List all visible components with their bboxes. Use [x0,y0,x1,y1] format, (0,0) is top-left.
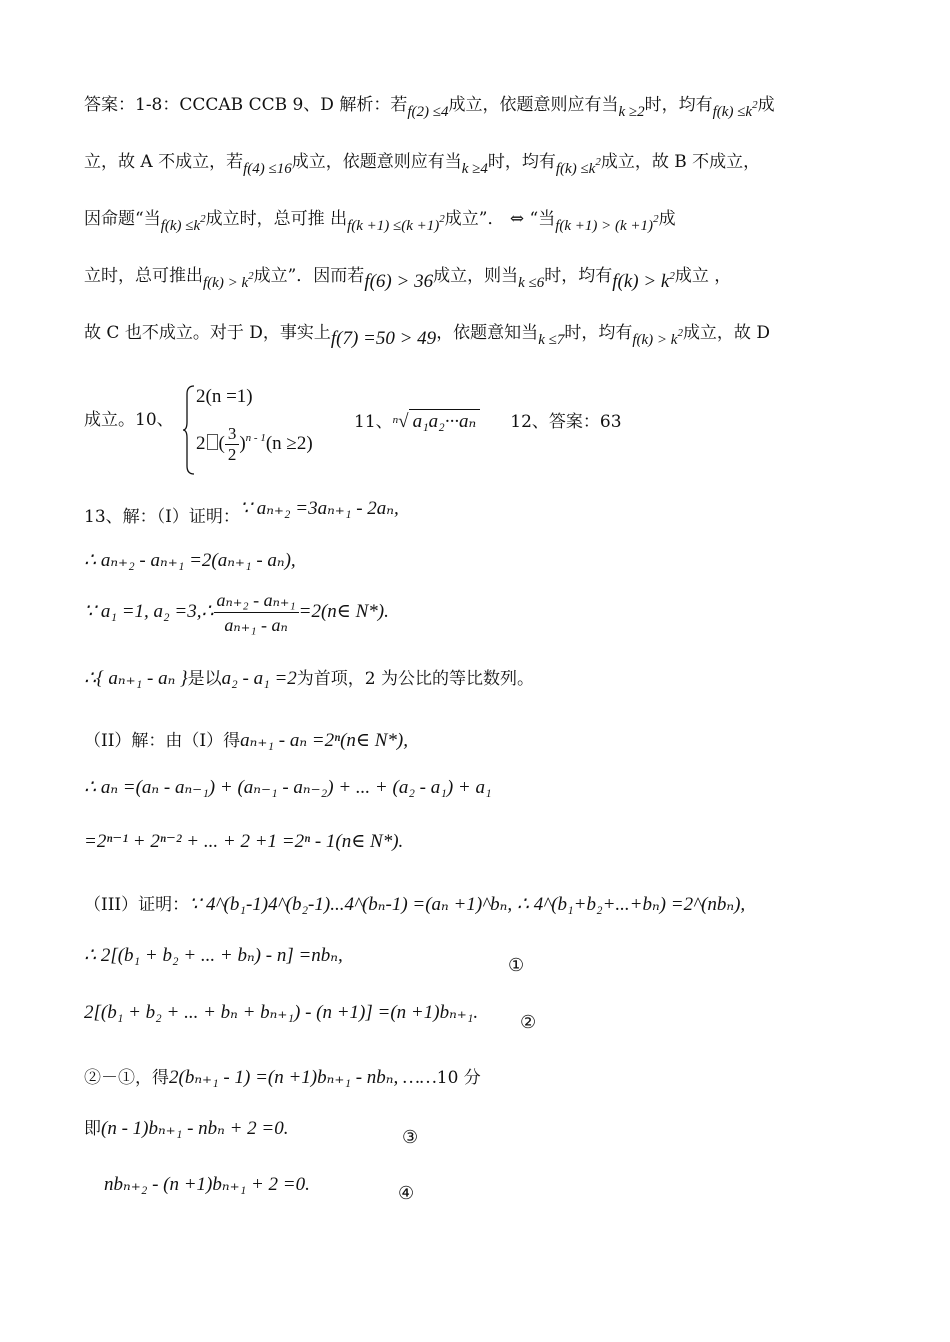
math-fk-le-k2: $f(k) \le k^2$ [160,213,206,234]
math-fk1-le-k1-2: $f(k +1) \le(k +1)^2$ [347,213,445,234]
math-equation-4: nbₙ₊₂ - (n +1)bₙ₊₁ + 2 =0. [104,1174,310,1195]
text: ②－①，得 [84,1068,169,1088]
label-circle-2: ② [520,1012,537,1033]
math-closed-form: =2ⁿ⁻¹ + 2ⁿ⁻² + ... + 2 +1 =2ⁿ - 1(n∈ N*). [84,831,404,852]
math-k-ge-2: k ≥2 [618,104,645,120]
text: （III）证明： [84,895,190,915]
answer-line-4 [84,264,874,295]
text: 成立，依题意则应有当 [291,152,462,172]
solution-13-line-3: ∵ a₁ =1, a₂ =3,∴ $\frac{\text{aₙ₊₂ - aₙ₊₁}}{\text{aₙ₊₁ - aₙ}}$ =2(n∈ N*). [84,590,389,635]
math-recurrence: ∵ aₙ₊₂ =3aₙ₊₁ - 2aₙ, [239,498,399,519]
math-sequence: ∴{ aₙ₊₁ - aₙ } [84,668,188,689]
math-first-term: a₂ - a₁ =2 [221,668,297,689]
text: 时，均有 [487,152,556,172]
text: 11、 [354,412,393,432]
math-subtraction: 2(bₙ₊₁ - 1) =(n +1)bₙ₊₁ - nbₙ, …… [169,1067,437,1088]
math-f2-le-4: f(2) ≤4 [407,104,449,120]
case-1: 2(n =1) [196,386,253,407]
answer-keys-text: 答案：1-8：CCCAB CCB 9、D 解析：若 [84,95,408,115]
text: 成立”．因而若 [253,266,365,286]
math-diff-relation: ∴ aₙ₊₂ - aₙ₊₁ =2(aₙ₊₁ - aₙ), [84,550,296,571]
text: 因命题“当 [84,209,161,229]
answer-line-5 [84,321,874,352]
text: 成立，故 D [682,323,770,343]
answer-line-1 [84,93,874,124]
math-equation-2: 2[(b₁ + b₂ + ... + bₙ + bₙ₊₁) - (n +1)] =(n +1)bₙ₊₁. [84,1002,479,1023]
text: 为首项，2 为公比的等比数列。 [296,669,534,689]
math-equation-3: (n - 1)bₙ₊₁ - nbₙ + 2 =0. [101,1118,289,1139]
math-fk1-gt-k1-2: $f(k +1) > (k +1)^2$ [555,213,659,234]
math-fk-gt-k2: $f(k) > k^2$ [612,270,675,292]
text: 成立。10、 [84,410,174,430]
score-text: 10 分 [436,1068,481,1088]
equation-1 [84,944,874,968]
answer-line-2 [84,150,874,181]
text: 立时，总可推出 [84,266,203,286]
text: 立，故 A 不成立，若 [84,152,244,172]
math-initial-values: ∵ a₁ =1, a₂ =3,∴ [84,601,214,622]
equation-3 [84,1117,874,1141]
math-k-le-7: k ≤7 [538,332,565,348]
case-2: 2 ( $\frac{3}{2}$ )$^{n - 1}$(n ≥2) [196,424,313,464]
text: 成立，故 B 不成立， [600,152,761,172]
text: 成 [658,209,676,229]
text: 故 C 也不成立。对于 D，事实上 [84,323,331,343]
math-exponent-product: ∵ 4^(b₁-1)4^(b₂-1)...4^(bₙ-1) =(aₙ +1)^bₙ, ∴ 4^(b₁+b₂+...+bₙ) =2^(nbₙ), [189,894,746,915]
answer-line-3 [84,207,874,238]
text: 成 [757,95,775,115]
text: 即 [84,1119,101,1139]
math-k-ge-4: k ≥4 [461,161,488,177]
text: 时，均有 [644,95,713,115]
solution-13-line-4 [84,667,874,691]
piecewise-answer-10 [182,384,332,476]
math-f4-le-16: f(4) ≤16 [243,161,292,177]
solution-13-telescoping [84,776,874,800]
math-fk-le-k2: $f(k) \le k^2$ [555,156,601,177]
text: ，依题意知当 [436,323,539,343]
math-telescoping-sum: ∴ aₙ =(aₙ - aₙ₋₁) + (aₙ₋₁ - aₙ₋₂) + ... + (a₂ - a₁) + a₁ [84,777,492,798]
subtraction-step [84,1066,874,1090]
solution-13-part-3 [84,893,874,917]
label-circle-3: ③ [402,1127,419,1148]
label-circle-1: ① [508,955,525,976]
solution-13-line-2 [84,549,874,573]
text: 成立，依题意则应有当 [448,95,619,115]
text: 时，均有 [544,266,613,286]
text: 成立”． ⇔ “当 [444,209,556,229]
left-brace-icon [182,384,196,476]
math-fk-gt-k2: $f(k) > k^2$ [203,270,254,291]
math-f7-eq-50: f(7) =50 > 49 [330,328,437,349]
text: 时，均有 [564,323,633,343]
text: （II）解：由（I）得 [84,731,241,751]
math-equation-1: ∴ 2[(b₁ + b₂ + ... + bₙ) - n] =nbₙ, [84,945,343,966]
text: 12、答案：63 [510,412,622,432]
text: 成立时，总可推 出 [205,209,348,229]
math-fk-gt-k2: $f(k) > k^2$ [632,327,683,348]
text: 是以 [187,669,222,689]
solution-13-line-1 [84,497,874,529]
math-f6-gt-36: f(6) > 36 [364,271,434,292]
math-nth-root: √ a₁a₂···aₙ [398,411,480,432]
math-k-le-6: k ≤6 [518,275,545,291]
equation-2 [84,1001,874,1025]
label-circle-4: ④ [398,1183,415,1204]
math-fk-le-k2: $f(k) \le k^2$ [712,99,758,120]
text: 13、解：（I）证明： [84,507,240,527]
answer-11-12: 11、$^n$√ a₁a₂···aₙ 12、答案：63 [354,411,622,432]
text: 成立，则当 [433,266,519,286]
solution-13-result [84,830,874,854]
solution-13-part-2 [84,729,874,753]
math-difference: aₙ₊₁ - aₙ =2ⁿ(n∈ N*), [240,730,408,751]
equation-4 [104,1173,894,1197]
text: 成立 ， [674,266,732,286]
